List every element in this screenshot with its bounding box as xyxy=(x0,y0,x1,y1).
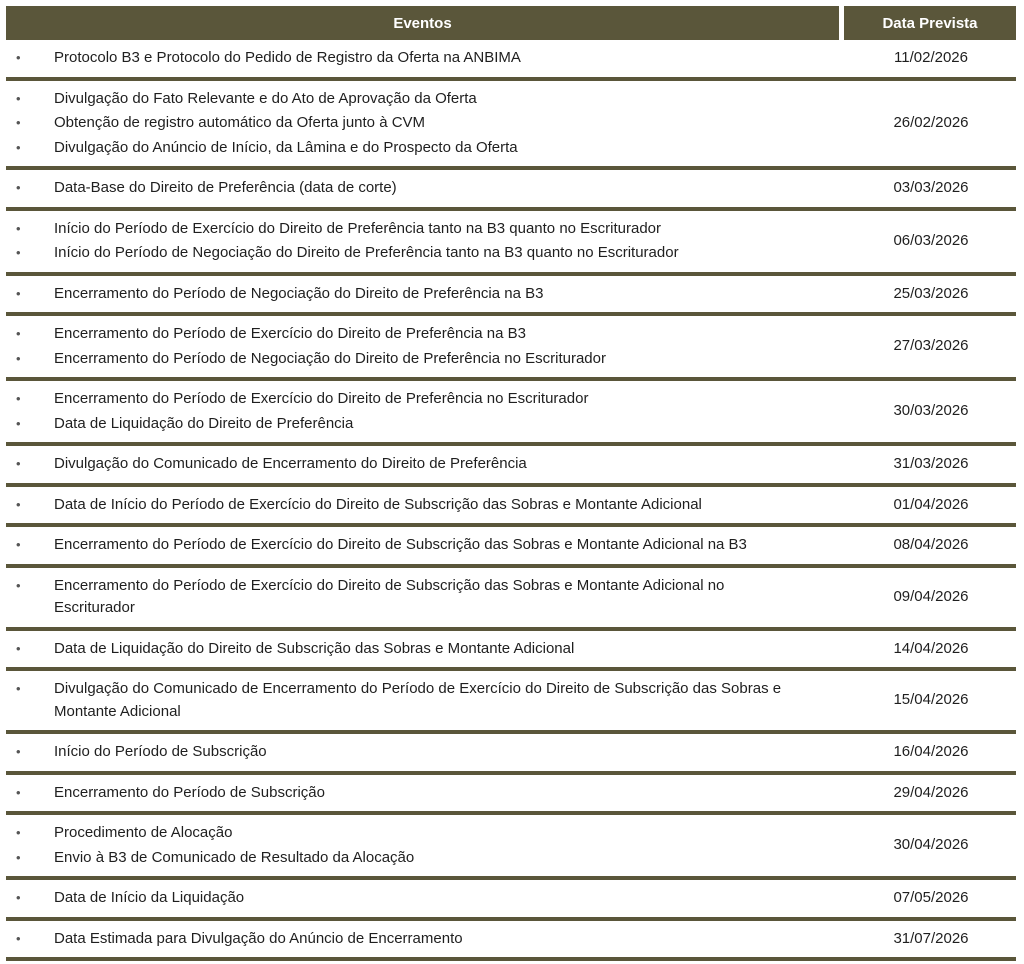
event-list xyxy=(6,323,799,370)
event-text: Data de Liquidação do Direito de Subscrição das Sobras e Montante Adicional xyxy=(54,639,575,657)
event-text: Encerramento do Período de Subscrição xyxy=(54,783,325,801)
bullet-icon: • xyxy=(16,220,21,236)
table-row xyxy=(6,919,1016,960)
schedule-table-container xyxy=(6,6,1016,961)
date-cell: 03/03/2026 xyxy=(844,168,1016,209)
date-cell: 27/03/2026 xyxy=(844,314,1016,379)
bullet-icon: • xyxy=(16,50,21,65)
event-text: Divulgação do Fato Relevante e do Ato de Aprovação da Oferta xyxy=(54,89,477,107)
event-list xyxy=(6,822,799,869)
events-cell xyxy=(6,566,839,629)
event-list xyxy=(6,453,799,476)
bullet-icon: • xyxy=(16,577,21,593)
event-list xyxy=(6,928,799,951)
bullet-icon: • xyxy=(16,496,21,512)
event-list xyxy=(6,638,799,661)
date-cell: 30/04/2026 xyxy=(844,813,1016,878)
event-text: Encerramento do Período de Exercício do Direito de Preferência no Escriturador xyxy=(54,390,589,407)
event-list xyxy=(6,177,799,200)
event-text: Data de Liquidação do Direito de Preferência xyxy=(54,414,354,432)
list-item xyxy=(6,638,799,661)
table-row xyxy=(6,444,1016,485)
list-item xyxy=(6,283,799,306)
list-item xyxy=(6,887,799,910)
events-column-header: Eventos xyxy=(6,6,839,40)
events-cell xyxy=(6,773,839,814)
event-text: Encerramento do Período de Exercício do Direito de Subscrição das Sobras e Montante Adicional na B3 xyxy=(54,536,747,553)
events-cell xyxy=(6,485,839,526)
bullet-icon: • xyxy=(16,139,21,155)
event-text: Data-Base do Direito de Preferência (data de corte) xyxy=(54,179,397,196)
bullet-icon: • xyxy=(16,415,21,431)
list-item xyxy=(6,323,799,346)
event-text: Encerramento do Período de Exercício do Direito de Preferência na B3 xyxy=(54,325,526,342)
list-item xyxy=(6,494,799,517)
date-cell: 14/04/2026 xyxy=(844,629,1016,670)
event-text: Obtenção de registro automático da Oferta junto à CVM xyxy=(54,114,426,131)
list-item xyxy=(6,678,799,723)
date-cell: 01/04/2026 xyxy=(844,485,1016,526)
events-cell xyxy=(6,813,839,878)
list-item xyxy=(6,847,799,870)
events-cell xyxy=(6,732,839,773)
event-text: Data de Início do Período de Exercício do Direito de Subscrição das Sobras e Montante Adicional xyxy=(54,495,702,513)
table-row xyxy=(6,732,1016,773)
event-list xyxy=(6,218,799,265)
table-row xyxy=(6,379,1016,444)
bullet-icon: • xyxy=(16,744,21,759)
date-cell: 11/02/2026 xyxy=(844,40,1016,79)
list-item xyxy=(6,453,799,476)
schedule-table xyxy=(6,6,1016,961)
table-row xyxy=(6,773,1016,814)
date-cell: 09/04/2026 xyxy=(844,566,1016,629)
events-cell xyxy=(6,168,839,209)
bullet-icon: • xyxy=(16,890,21,905)
table-row xyxy=(6,168,1016,209)
table-row xyxy=(6,40,1016,79)
event-list xyxy=(6,575,799,620)
events-cell xyxy=(6,314,839,379)
date-cell: 30/03/2026 xyxy=(844,379,1016,444)
list-item xyxy=(6,137,799,160)
table-row xyxy=(6,878,1016,919)
table-row xyxy=(6,566,1016,629)
event-list xyxy=(6,741,799,764)
event-text: Procedimento de Alocação xyxy=(54,824,233,841)
event-text: Data de Início da Liquidação xyxy=(54,889,245,906)
bullet-icon: • xyxy=(16,326,21,341)
date-cell: 08/04/2026 xyxy=(844,525,1016,566)
table-row xyxy=(6,669,1016,732)
list-item xyxy=(6,741,799,764)
event-list xyxy=(6,887,799,910)
bullet-icon: • xyxy=(16,90,21,106)
event-text: Início do Período de Exercício do Direito de Preferência tanto na B3 quanto no Escriturador xyxy=(54,219,662,237)
event-text: Data Estimada para Divulgação do Anúncio de Encerramento xyxy=(54,929,463,947)
events-cell xyxy=(6,629,839,670)
date-cell: 07/05/2026 xyxy=(844,878,1016,919)
bullet-icon: • xyxy=(16,537,21,552)
table-row xyxy=(6,485,1016,526)
list-item xyxy=(6,242,799,265)
event-text: Envio à B3 de Comunicado de Resultado da Alocação xyxy=(54,848,415,866)
date-column-header: Data Prevista xyxy=(844,6,1016,40)
events-cell xyxy=(6,209,839,274)
bullet-icon: • xyxy=(16,640,21,656)
bullet-icon: • xyxy=(16,784,21,800)
events-cell xyxy=(6,669,839,732)
bullet-icon: • xyxy=(16,391,21,406)
table-row xyxy=(6,314,1016,379)
event-text: Divulgação do Comunicado de Encerramento do Direito de Preferência xyxy=(54,455,527,472)
table-row xyxy=(6,525,1016,566)
bullet-icon: • xyxy=(16,825,21,840)
events-cell xyxy=(6,525,839,566)
event-list xyxy=(6,678,799,723)
list-item xyxy=(6,47,799,70)
table-row xyxy=(6,274,1016,315)
events-cell xyxy=(6,919,839,960)
bullet-icon: • xyxy=(16,849,21,865)
events-cell xyxy=(6,40,839,79)
event-list xyxy=(6,494,799,517)
list-item xyxy=(6,112,799,135)
list-item xyxy=(6,575,799,620)
table-row xyxy=(6,813,1016,878)
bullet-icon: • xyxy=(16,681,21,696)
event-list xyxy=(6,534,799,557)
event-text: Encerramento do Período de Negociação do Direito de Preferência no Escriturador xyxy=(54,349,606,367)
events-cell xyxy=(6,274,839,315)
date-cell: 16/04/2026 xyxy=(844,732,1016,773)
bullet-icon: • xyxy=(16,930,21,946)
list-item xyxy=(6,413,799,436)
date-cell: 06/03/2026 xyxy=(844,209,1016,274)
schedule-rows xyxy=(6,40,1016,959)
table-row xyxy=(6,209,1016,274)
event-text: Protocolo B3 e Protocolo do Pedido de Registro da Oferta na ANBIMA xyxy=(54,49,521,66)
event-text: Início do Período de Subscrição xyxy=(54,743,267,760)
event-text: Divulgação do Comunicado de Encerramento do Período de Exercício do Direito de Subscrição das Sobras e Montante Adicional xyxy=(54,680,782,720)
list-item xyxy=(6,388,799,411)
table-header-row xyxy=(6,6,1016,40)
events-cell xyxy=(6,444,839,485)
bullet-icon: • xyxy=(16,245,21,260)
list-item xyxy=(6,218,799,241)
date-cell: 15/04/2026 xyxy=(844,669,1016,732)
bullet-icon: • xyxy=(16,285,21,301)
list-item xyxy=(6,782,799,805)
bullet-icon: • xyxy=(16,456,21,471)
bullet-icon: • xyxy=(16,350,21,366)
event-text: Encerramento do Período de Exercício do Direito de Subscrição das Sobras e Montante Adicional no Escriturador xyxy=(54,576,725,616)
event-list xyxy=(6,782,799,805)
event-text: Encerramento do Período de Negociação do Direito de Preferência na B3 xyxy=(54,284,544,302)
event-list xyxy=(6,47,799,70)
events-cell xyxy=(6,79,839,169)
date-cell: 25/03/2026 xyxy=(844,274,1016,315)
event-list xyxy=(6,388,799,435)
date-cell: 31/07/2026 xyxy=(844,919,1016,960)
event-text: Início do Período de Negociação do Direito de Preferência tanto na B3 quanto no Escriturador xyxy=(54,244,679,261)
events-cell xyxy=(6,878,839,919)
list-item xyxy=(6,88,799,111)
list-item xyxy=(6,534,799,557)
date-cell: 26/02/2026 xyxy=(844,79,1016,169)
event-list xyxy=(6,283,799,306)
table-row xyxy=(6,79,1016,169)
date-cell: 29/04/2026 xyxy=(844,773,1016,814)
date-cell: 31/03/2026 xyxy=(844,444,1016,485)
bullet-icon: • xyxy=(16,180,21,195)
list-item xyxy=(6,177,799,200)
bullet-icon: • xyxy=(16,115,21,130)
list-item xyxy=(6,822,799,845)
event-list xyxy=(6,88,799,160)
events-cell xyxy=(6,379,839,444)
table-row xyxy=(6,629,1016,670)
list-item xyxy=(6,348,799,371)
event-text: Divulgação do Anúncio de Início, da Lâmina e do Prospecto da Oferta xyxy=(54,138,518,156)
list-item xyxy=(6,928,799,951)
